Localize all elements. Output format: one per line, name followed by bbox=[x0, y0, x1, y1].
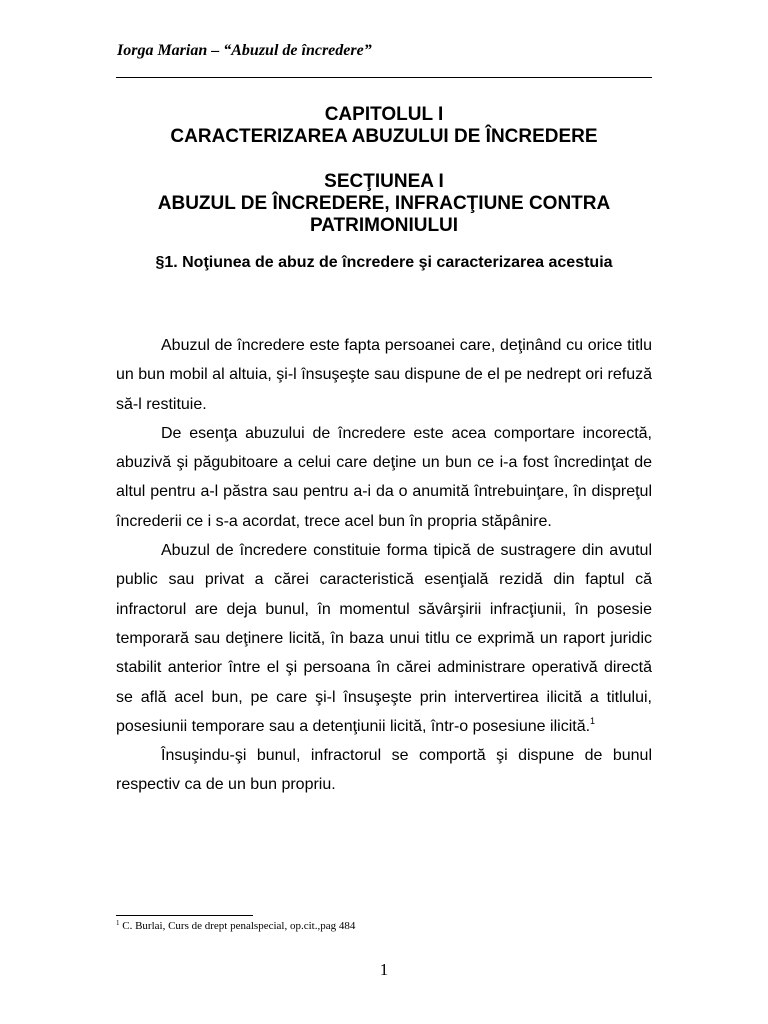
footnote bbox=[116, 920, 355, 932]
body-paragraph-1: Abuzul de încredere este fapta persoanei care, deţinând cu orice titlu un bun mobil al altuia, şi-l însuşeşte sau dispune de el pe nedrept ori refuză să-l restituie. bbox=[116, 337, 652, 413]
footnote-marker: 1 bbox=[116, 919, 120, 927]
section-number: SECŢIUNEA I bbox=[324, 171, 444, 192]
body-text bbox=[116, 331, 652, 800]
body-paragraph-2: De esenţa abuzului de încredere este acea comportare incorectă, abuzivă şi păgubitoare a celui care deţine un bun ce i-a fost încredinţat de altul pentru a-l păstra sau pentru a-i da o anumită întrebuinţare, în dispreţul încrederii ce i s-a acordat, trece acel bun în propria stăpânire. bbox=[116, 424, 652, 530]
footnote-rule bbox=[116, 915, 253, 916]
page-number: 1 bbox=[379, 960, 389, 979]
title-block bbox=[116, 104, 652, 273]
paragraph-title: §1. Noţiunea de abuz de încredere şi caracterizarea acestuia bbox=[155, 254, 613, 271]
chapter-title: CARACTERIZAREA ABUZULUI DE ÎNCREDERE bbox=[170, 126, 598, 147]
chapter-number: CAPITOLUL I bbox=[324, 104, 444, 125]
section-title-line1: ABUZUL DE ÎNCREDERE, INFRACŢIUNE CONTRA bbox=[157, 193, 611, 214]
running-header: Iorga Marian – “Abuzul de încredere” bbox=[117, 42, 372, 59]
body-paragraph-4: Însuşindu-şi bunul, infractorul se comportă şi dispune de bunul respectiv ca de un bun propriu. bbox=[116, 747, 652, 794]
body-paragraph-3 bbox=[116, 536, 652, 741]
footnote-text: C. Burlai, Curs de drept penalspecial, op.cit.,pag 484 bbox=[119, 920, 356, 932]
body-paragraph-3-text: Abuzul de încredere constituie forma tipică de sustragere din avutul public sau privat a cărei caracteristică esenţială rezidă din faptul că infractorul are deja bunul, în momentul săvârşirii infracţiunii, în posesie temporară sau deţinere licită, în baza unui titlu ce exprimă un raport juridic stabilit anterior între el şi persoana în cărei administrare operativă directă se află acel bun, pe care şi-l însuşeşte prin intervertirea ilicită a titlului, posesiunii temporare sau a detenţiunii licită, într-o posesiune ilicită. bbox=[116, 542, 652, 735]
header-rule bbox=[116, 77, 652, 78]
section-title-line2: PATRIMONIULUI bbox=[309, 215, 459, 236]
footnote-reference[interactable]: 1 bbox=[590, 715, 596, 726]
